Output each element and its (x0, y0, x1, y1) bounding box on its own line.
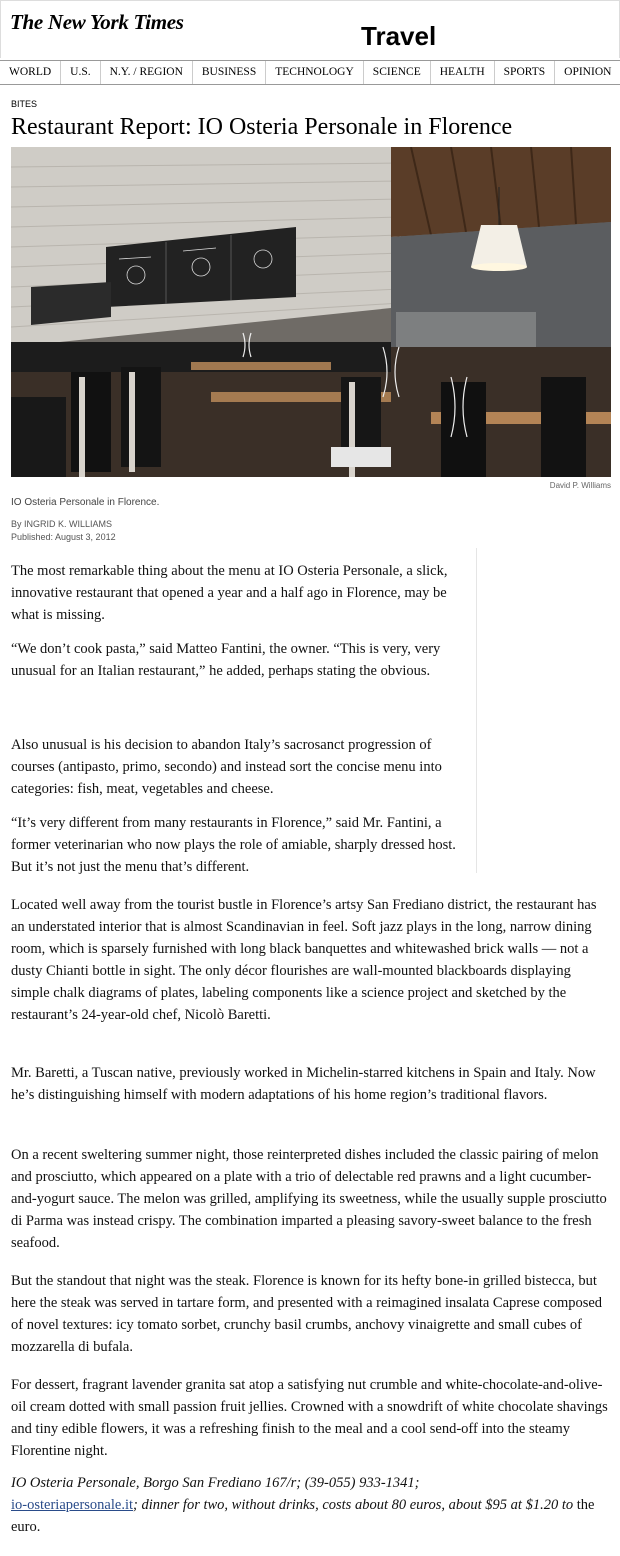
restaurant-address: IO Osteria Personale, Borgo San Frediano 167/r; (39-055) 933-1341; (11, 1475, 420, 1491)
section-title[interactable]: Travel (361, 21, 437, 51)
restaurant-info (11, 1472, 616, 1538)
nav-item-health[interactable]: HEALTH (431, 61, 495, 84)
restaurant-price: ; dinner for two, without drinks, costs about 80 euros, about $95 at $1.20 to (133, 1497, 574, 1513)
paragraph-5: Located well away from the tourist bustle in Florence’s artsy San Frediano district, the restaurant has an understated interior that is almost Scandinavian in feel. Soft jazz plays in the long, narrow dining room, which is sparsely furnished with long black banquettes and whitewashed brick walls — not a dusty Chianti bottle in sight. The only décor flourishes are wall-mounted blackboards displaying simple chalk diagrams of plates, labeling components like a science project and sketched by the restaurant’s 24-year-old chef, Nicolò Baretti. (11, 897, 597, 1023)
section-nav (0, 60, 620, 85)
restaurant-photo (11, 147, 611, 477)
byline[interactable]: By INGRID K. WILLIAMS (11, 519, 113, 529)
headline: Restaurant Report: IO Osteria Personale in Florence (11, 114, 513, 140)
paragraph-1: The most remarkable thing about the menu at IO Osteria Personale, a slick, innovative restaurant that opened a year and a half ago in Florence, may be what is missing. (11, 563, 448, 623)
masthead (0, 0, 620, 58)
photo-credit: David P. Williams (549, 481, 611, 490)
paragraph-8: But the standout that night was the steak. Florence is known for its hefty bone-in grilled bistecca, but here the steak was served in tartare form, and presented with a reimagined insalata Caprese composed of novel textures: icy tomato sorbet, crunchy basil crumbs, anchovy vinaigrette and small cubes of mozzarella di bufala. (11, 1273, 603, 1355)
sidebar-divider (476, 548, 477, 873)
paragraph-3: Also unusual is his decision to abandon Italy’s sacrosanct progression of courses (antipasto, primo, secondo) and instead sort the concise menu into categories: fish, meat, vegetables and cheese. (11, 737, 442, 797)
nav-item-sports[interactable]: SPORTS (495, 61, 556, 84)
paragraph-6: Mr. Baretti, a Tuscan native, previously worked in Michelin-starred kitchens in Spain and Italy. Now he’s distinguishing himself with modern adaptations of his home region’s traditional flavors. (11, 1065, 596, 1103)
kicker: BITES (11, 99, 38, 109)
paragraph-9: For dessert, fragrant lavender granita sat atop a satisfying nut crumble and white-chocolate-and-olive-oil cream dotted with small passion fruit jellies. Crowned with a snowdrift of white chocolate shavings and tiny edible flowers, it was a refreshing finish to the meal and a cool send-off into the steamy Florentine night. (11, 1377, 608, 1459)
photo-caption: IO Osteria Personale in Florence. (11, 497, 160, 508)
restaurant-price-end: the euro. (11, 1497, 595, 1535)
nav-item-science[interactable]: SCIENCE (364, 61, 431, 84)
nav-item-ny-region[interactable]: N.Y. / REGION (101, 61, 193, 84)
restaurant-website-link[interactable]: io-osteriapersonale.it (11, 1497, 133, 1513)
nav-item-business[interactable]: BUSINESS (193, 61, 266, 84)
paragraph-4: “It’s very different from many restaurants in Florence,” said Mr. Fantini, a former veterinarian who now plays the role of amiable, sharply dressed host. But it’s not just the menu that’s different. (11, 815, 456, 875)
nav-item-us[interactable]: U.S. (61, 61, 100, 84)
nav-item-opinion[interactable]: OPINION (564, 66, 612, 78)
paragraph-2: “We don’t cook pasta,” said Matteo Fantini, the owner. “This is very, very unusual for an Italian restaurant,” he added, perhaps stating the obvious. (11, 641, 441, 679)
nyt-logo[interactable]: The New York Times (10, 10, 184, 34)
paragraph-7: On a recent sweltering summer night, those reinterpreted dishes included the classic pairing of melon and prosciutto, which appeared on a plate with a trio of delectable red prawns and a light cucumber-and-yogurt sauce. The melon was grilled, amplifying its sweetness, while the usually supple prosciutto di Parma was instead crispy. The combination imparted a pleasing savory-sweet balance to the fresh seafood. (11, 1147, 607, 1251)
nav-item-technology[interactable]: TECHNOLOGY (266, 61, 364, 84)
published-date: Published: August 3, 2012 (11, 532, 116, 542)
nav-item-world[interactable]: WORLD (0, 61, 61, 84)
